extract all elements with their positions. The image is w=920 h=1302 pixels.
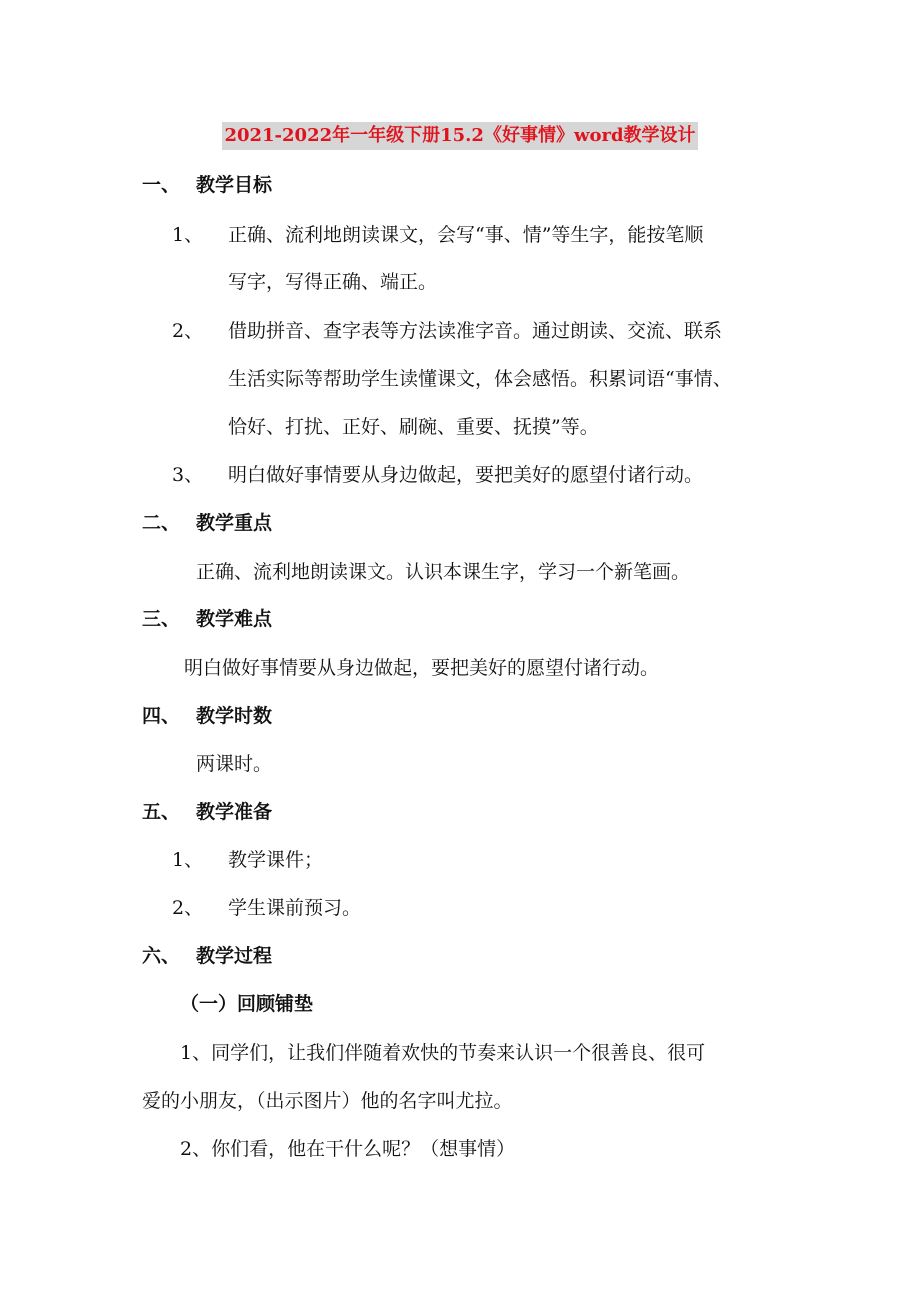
goal-2-line-1: 借助拼音、查字表等方法读准字音。通过朗读、交流、联系 <box>228 320 723 342</box>
key-point-text: 正确、流利地朗读课文。认识本课生字，学习一个新笔画。 <box>196 561 691 583</box>
section-heading-hours: 教学时数 <box>196 705 273 727</box>
section-heading-key-point: 教学重点 <box>196 512 273 534</box>
document-title: 2021-2022年一年级下册15.2《好事情》word教学设计 <box>222 122 697 150</box>
section-number: 二、 <box>142 512 181 534</box>
goal-2-line-2: 生活实际等帮助学生读懂课文，体会感悟。积累词语“事情、 <box>228 368 732 390</box>
process-paragraph-2: 2、你们看，他在干什么呢？（想事情） <box>180 1138 516 1160</box>
section-heading-difficulty: 教学难点 <box>196 608 273 630</box>
process-subheading: （一）回顾铺垫 <box>180 993 314 1015</box>
section-number: 五、 <box>142 801 181 823</box>
section-heading-goals: 教学目标 <box>196 174 273 196</box>
difficulty-text: 明白做好事情要从身边做起，要把美好的愿望付诸行动。 <box>184 657 660 679</box>
goal-2-line-3: 恰好、打扰、正好、刷碗、重要、抚摸”等。 <box>228 416 599 438</box>
section-heading-prep: 教学准备 <box>196 801 273 823</box>
process-paragraph-1-line-2: 爱的小朋友，（出示图片）他的名字叫尤拉。 <box>142 1090 513 1112</box>
prep-item-2: 学生课前预习。 <box>228 897 362 919</box>
goal-3-line-1: 明白做好事情要从身边做起，要把美好的愿望付诸行动。 <box>228 464 704 486</box>
goal-1-line-2: 写字，写得正确、端正。 <box>228 271 438 293</box>
goal-number: 2、 <box>172 320 204 342</box>
section-heading-process: 教学过程 <box>196 945 273 967</box>
section-number: 四、 <box>142 705 181 727</box>
goal-1-line-1: 正确、流利地朗读课文，会写“事、情”等生字，能按笔顺 <box>228 224 704 246</box>
prep-number: 1、 <box>172 849 204 871</box>
section-number: 六、 <box>142 945 181 967</box>
section-number: 一、 <box>142 174 181 196</box>
document-title-row <box>0 122 920 150</box>
section-number: 三、 <box>142 608 181 630</box>
goal-number: 3、 <box>172 464 204 486</box>
prep-item-1: 教学课件； <box>228 849 324 871</box>
prep-number: 2、 <box>172 897 204 919</box>
goal-number: 1、 <box>172 224 204 246</box>
process-paragraph-1-line-1: 1、同学们，让我们伴随着欢快的节奏来认识一个很善良、很可 <box>180 1042 706 1064</box>
hours-text: 两课时。 <box>196 753 273 775</box>
